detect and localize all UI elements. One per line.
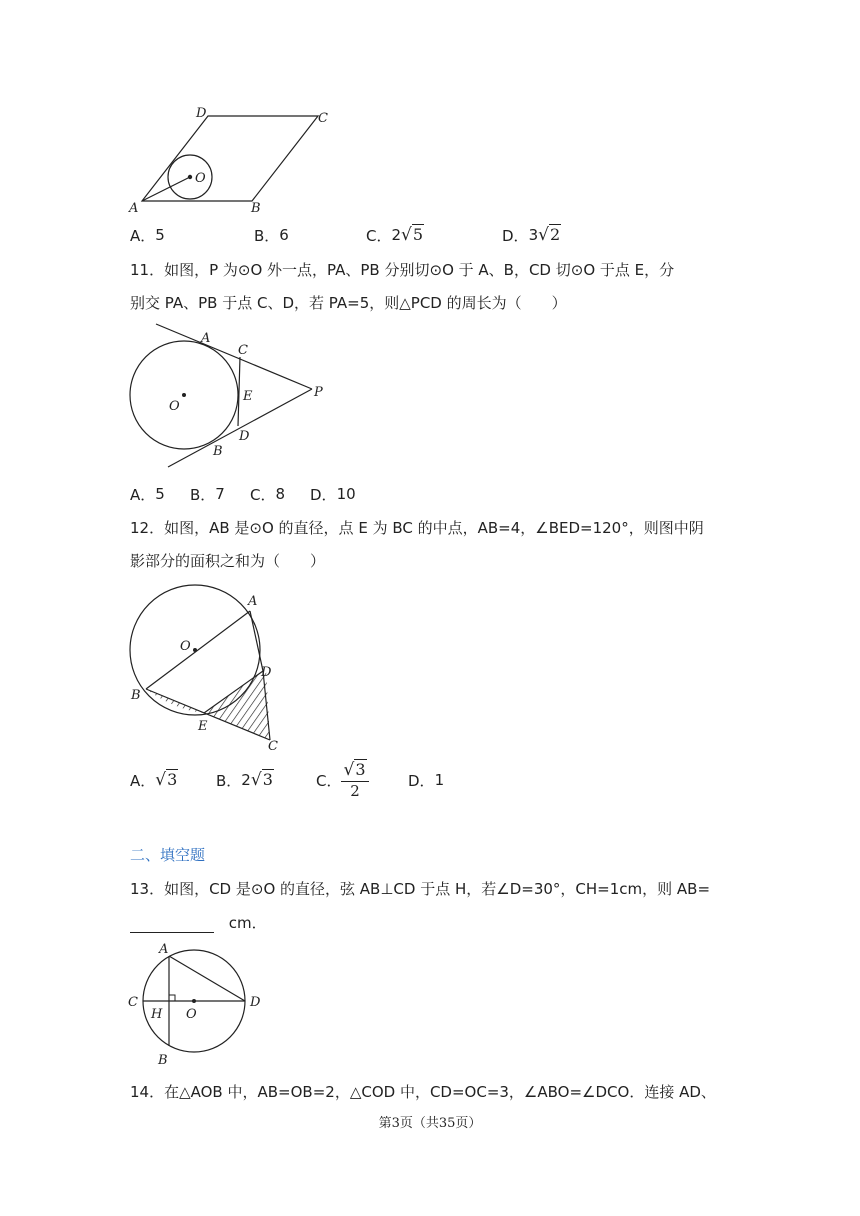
label-e: E — [243, 389, 253, 404]
q11-options — [130, 484, 356, 504]
q12-options — [130, 758, 444, 802]
label-a: A — [159, 942, 169, 957]
label-o: O — [186, 1007, 197, 1022]
q10-option-c[interactable]: C． 2 √5 — [366, 225, 424, 245]
label-a: A — [129, 201, 139, 216]
q10-option-a[interactable]: A． 5 — [130, 226, 165, 245]
q11-option-a[interactable]: A． 5 — [130, 485, 165, 504]
q12-figure — [120, 578, 290, 756]
label-c: C — [268, 739, 278, 754]
label-o: O — [195, 171, 206, 186]
label-a: A — [248, 594, 258, 609]
label-c: C — [238, 343, 248, 358]
q13-answer-line: cm． — [130, 912, 267, 933]
segment-ad — [169, 956, 245, 1001]
label-c: C — [318, 111, 328, 126]
q11-text-line2: 别交 PA、PB 于点 C、D，若 PA=5，则△PCD 的周长为（ ） — [130, 294, 567, 312]
center-point — [188, 175, 192, 179]
center-point — [182, 393, 186, 397]
q11-option-c[interactable]: C． 8 — [250, 485, 286, 504]
page-footer: 第3页（共35页） — [378, 1116, 482, 1131]
label-d: D — [261, 665, 272, 680]
tangent-pa — [156, 324, 312, 389]
sqrt-expression: √3 — [250, 770, 273, 790]
q12-option-c[interactable]: C． $\frac{√3}{2}$ — [316, 762, 408, 799]
label-b: B — [251, 201, 261, 216]
center-point — [193, 648, 197, 652]
sqrt-expression: √5 — [401, 225, 424, 245]
label-e: E — [198, 719, 208, 734]
q10-option-d[interactable]: D． 3 √2 — [502, 225, 561, 245]
q10-options — [130, 224, 561, 246]
sqrt-expression: √3 — [155, 770, 178, 790]
label-o: O — [180, 639, 191, 654]
label-p: P — [314, 385, 323, 400]
sqrt-expression: √2 — [538, 225, 561, 245]
q10-figure — [120, 98, 350, 218]
label-h: H — [151, 1007, 163, 1022]
q12-option-b[interactable]: B． 2 √3 — [216, 770, 273, 790]
label-a: A — [201, 331, 211, 346]
label-b: B — [213, 444, 223, 459]
label-d: D — [239, 429, 250, 444]
q11-figure — [120, 322, 340, 472]
label-o: O — [169, 399, 180, 414]
q11-text-line1: 11．如图，P 为⊙O 外一点，PA、PB 分别切⊙O 于 A、B，CD 切⊙O 于点 E，分 — [130, 261, 675, 279]
q12-option-a[interactable]: A． √3 — [130, 770, 178, 790]
diameter-ab — [146, 611, 250, 689]
q14-text-line1: 14．在△AOB 中，AB=OB=2，△COD 中，CD=OC=3，∠ABO=∠DCO．连接 AD、 — [130, 1083, 716, 1101]
q11-option-b[interactable]: B． 7 — [190, 485, 225, 504]
q13-text-line1: 13．如图，CD 是⊙O 的直径，弦 AB⊥CD 于点 H，若∠D=30°，CH=1cm，则 AB= — [130, 880, 711, 898]
label-d: D — [196, 106, 207, 121]
tangent-pb — [168, 389, 312, 467]
label-c: C — [128, 995, 138, 1010]
q10-option-b[interactable]: B． 6 — [254, 226, 289, 245]
q12-text-line2: 影部分的面积之和为（ ） — [130, 552, 326, 570]
fraction-sqrt3-over-2: $\frac{√3}{2}$ — [341, 762, 368, 799]
q12-option-d[interactable]: D． 1 — [408, 771, 445, 790]
label-b: B — [158, 1053, 168, 1068]
q12-text-line1: 12．如图，AB 是⊙O 的直径，点 E 为 BC 的中点，AB=4，∠BED=120°，则图中阴 — [130, 519, 704, 537]
center-point — [192, 999, 196, 1003]
section-heading-fill-in: 二、填空题 — [130, 846, 206, 864]
label-d: D — [250, 995, 261, 1010]
answer-blank[interactable] — [130, 918, 214, 933]
q11-option-d[interactable]: D． 10 — [310, 485, 356, 504]
label-b: B — [131, 688, 141, 703]
right-angle-mark — [169, 995, 175, 1001]
q13-figure — [120, 938, 280, 1068]
segment-ad — [250, 611, 263, 671]
